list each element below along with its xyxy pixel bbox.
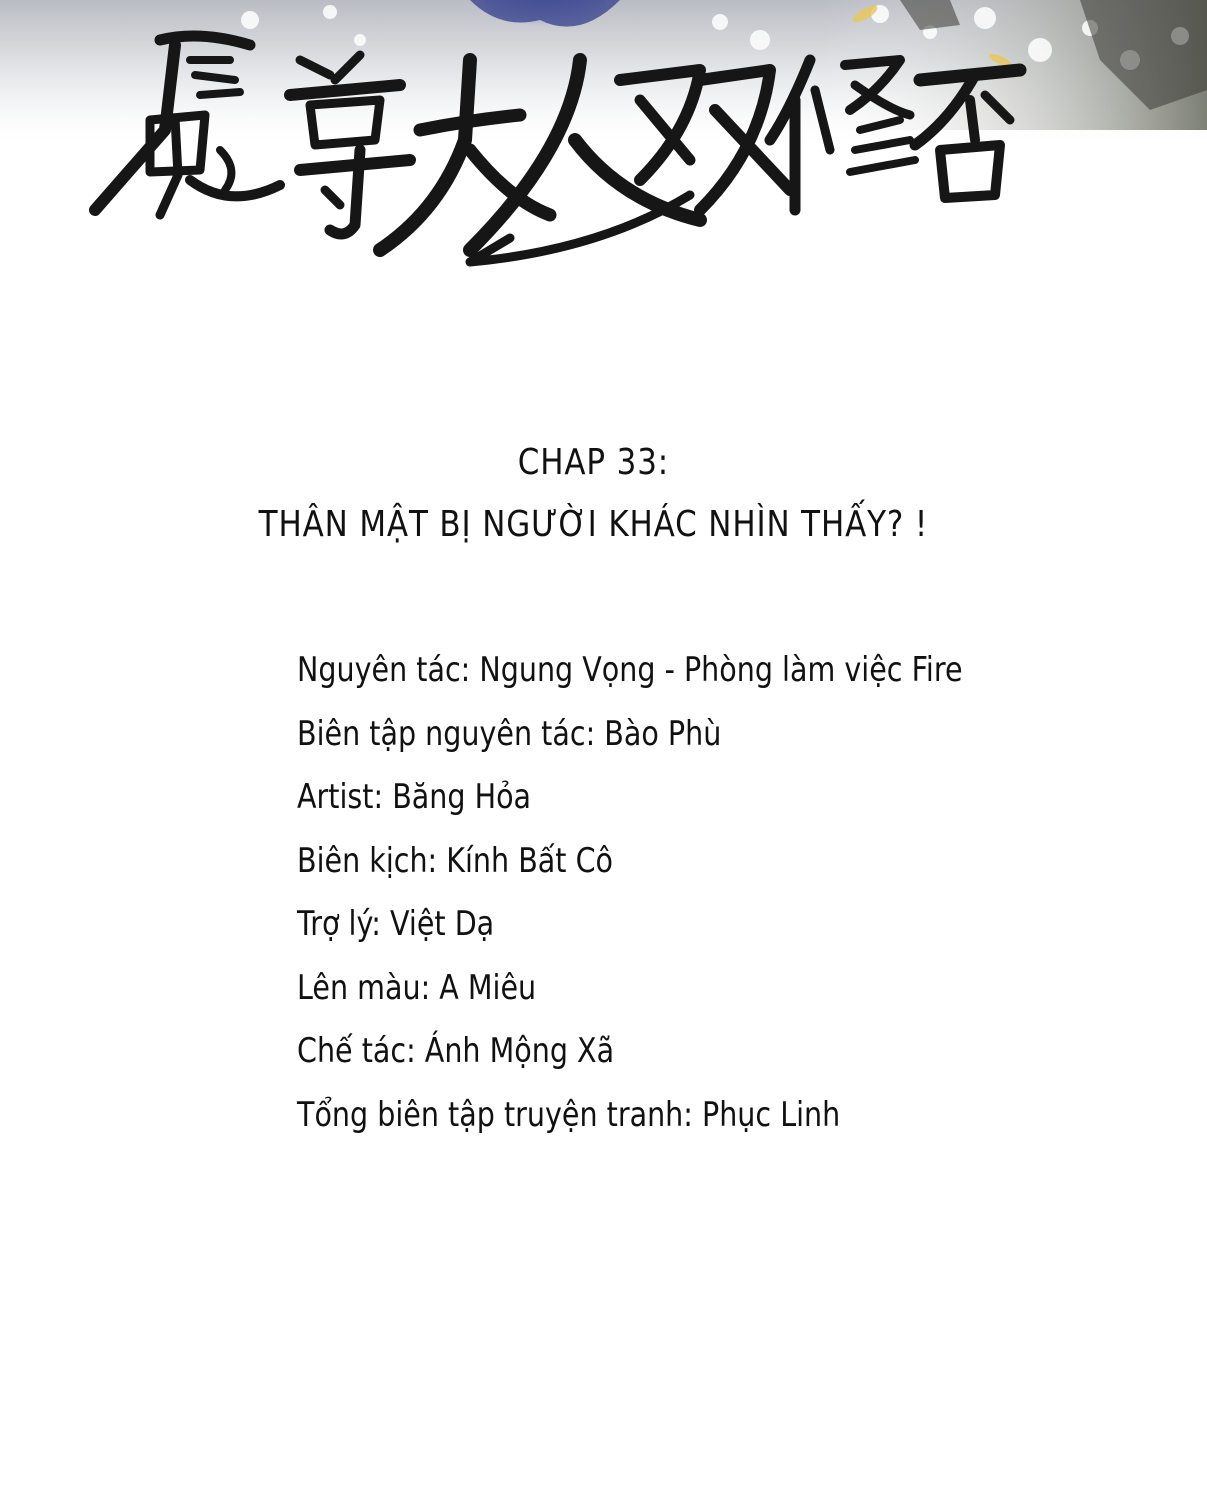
credit-original-editor: Biên tập nguyên tác: Bào Phù bbox=[297, 713, 722, 754]
chapter-subtitle: THÂN MẬT BỊ NGƯỜI KHÁC NHÌN THẤY? ! bbox=[258, 504, 929, 545]
credit-assistant: Trợ lý: Việt Dạ bbox=[297, 904, 495, 944]
calligraphy-logo bbox=[0, 0, 1207, 300]
credit-chief-editor: Tổng biên tập truyện tranh: Phục Linh bbox=[297, 1094, 841, 1135]
credit-production: Chế tác: Ánh Mộng Xã bbox=[297, 1031, 615, 1071]
chapter-number: CHAP 33: bbox=[517, 442, 670, 483]
credit-artist: Artist: Băng Hỏa bbox=[297, 777, 532, 817]
credit-colorist: Lên màu: A Miêu bbox=[297, 967, 537, 1008]
credit-original-author: Nguyên tác: Ngung Vọng - Phòng làm việc Fire bbox=[297, 650, 963, 690]
credits-list bbox=[297, 640, 1157, 1148]
credit-scriptwriter: Biên kịch: Kính Bất Cô bbox=[297, 840, 613, 881]
header-banner-art bbox=[0, 0, 1207, 300]
